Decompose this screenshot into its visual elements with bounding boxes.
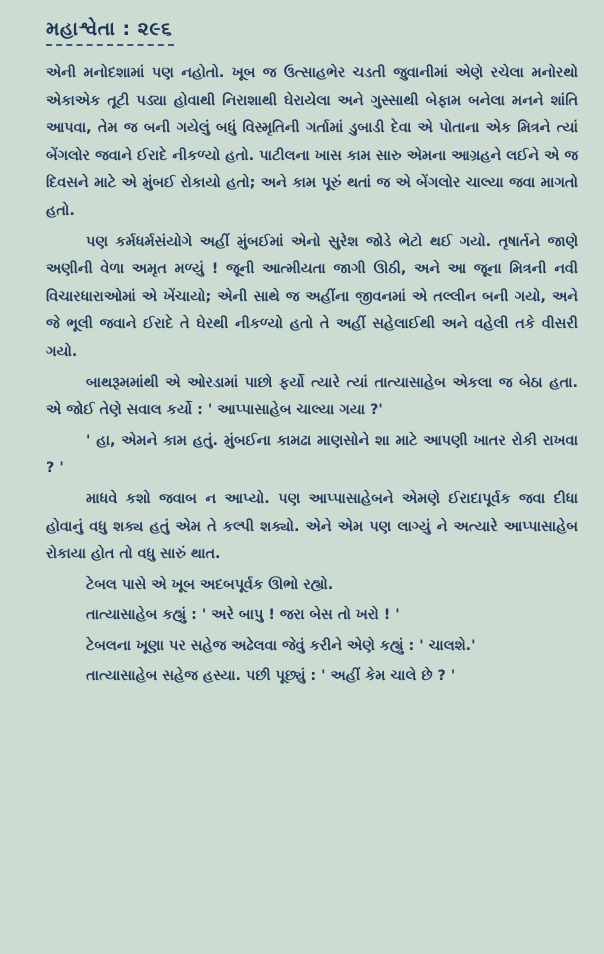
paragraph-1: એની મનોદશામાં પણ નહોતો. ખૂબ જ ઉત્સાહભેર ચડતી જુવાનીમાં એણે રચેલા મનોરથો એકાએક તૂટી પડ્યા હોવાથી નિરાશાથી ઘેરાયેલા અને ગુસ્સાથી બેફામ બનેલા મનને શાંતિ આપવા, તેમ જ બની ગયેલું બધું વિસ્મૃતિની ગર્તામાં ડુબાડી દેવા એ પોતાના એક મિત્રને ત્યાં બેંગલોર જવાને ઈરાદે નીકળ્યો હતો. પાટીલના ખાસ કામ સારુ એમના આગ્રહને લઈને એ જ દિવસને માટે એ મુંબઈ રોકાયો હતો; અને કામ પૂરું થતાં જ એ બેંગલોર ચાલ્યા જવા માગતો હતો. — [46, 65, 578, 219]
running-head: મહાશ્વેતા : ૨૯૬ — [46, 18, 173, 40]
body-text — [46, 60, 578, 691]
paragraph-7: તાત્યાસાહેબ કહ્યું : ' અરે બાપુ ! જરા બેસ તો ખરો ! ' — [86, 607, 400, 624]
paragraph-8: ટેબલના ખૂણા પર સહેજ અઢેલવા જેવું કરીને એણે કહ્યું : ' ચાલશે.' — [86, 637, 476, 654]
paragraph-4: ' હા, એમને કામ હતું. મુંબઈના કામઢા માણસોને શા માટે આપણી ખાતર રોકી રાખવા ? ' — [46, 432, 578, 477]
paragraph-3: બાથરૂમમાંથી એ ઓરડામાં પાછો ફર્યો ત્યારે ત્યાં તાત્યાસાહેબ એકલા જ બેઠા હતા. એ જોઈ તેણે સવાલ કર્યો : ' આપ્પાસાહેબ ચાલ્યા ગયા ?' — [46, 374, 578, 419]
paragraph-9: તાત્યાસાહેબ સહેજ હસ્યા. પછી પૂછ્યું : ' અહીં કેમ ચાલે છે ? ' — [86, 668, 456, 685]
paragraph-2: પણ કર્મધર્મસંયોગે અહીં મુંબઈમાં એનો સુરેશ જોડે ભેટો થઈ ગયો. તૃષાર્તને જાણે અણીની વેળા અમૃત મળ્યું ! જૂની આત્મીયતા જાગી ઊઠી, અને આ જૂના મિત્રની નવી વિચારધારાઓમાં એ ખેંચાયો; એની સાથે જ અહીંના જીવનમાં એ તલ્લીન બની ગયો, અને જે ભૂલી જવાને ઈરાદે તે ઘેરથી નીકળ્યો હતો તે અહીં સહેલાઈથી અને વહેલી તકે વીસરી ગયો. — [46, 233, 578, 360]
paragraph-6: ટેબલ પાસે એ ખૂબ અદબપૂર્વક ઊભો રહ્યો. — [86, 576, 334, 593]
paragraph-5: માધવે કશો જવાબ ન આપ્યો. પણ આપ્પાસાહેબને એમણે ઈરાદાપૂર્વક જવા દીધા હોવાનું વધુ શક્ય હતું એમ તે કલ્પી શક્યો. એને એમ પણ લાગ્યું ને અત્યારે આપ્પાસાહેબ રોકાયા હોત તો વધુ સારું થાત. — [46, 490, 578, 563]
running-head-underline — [46, 44, 174, 46]
